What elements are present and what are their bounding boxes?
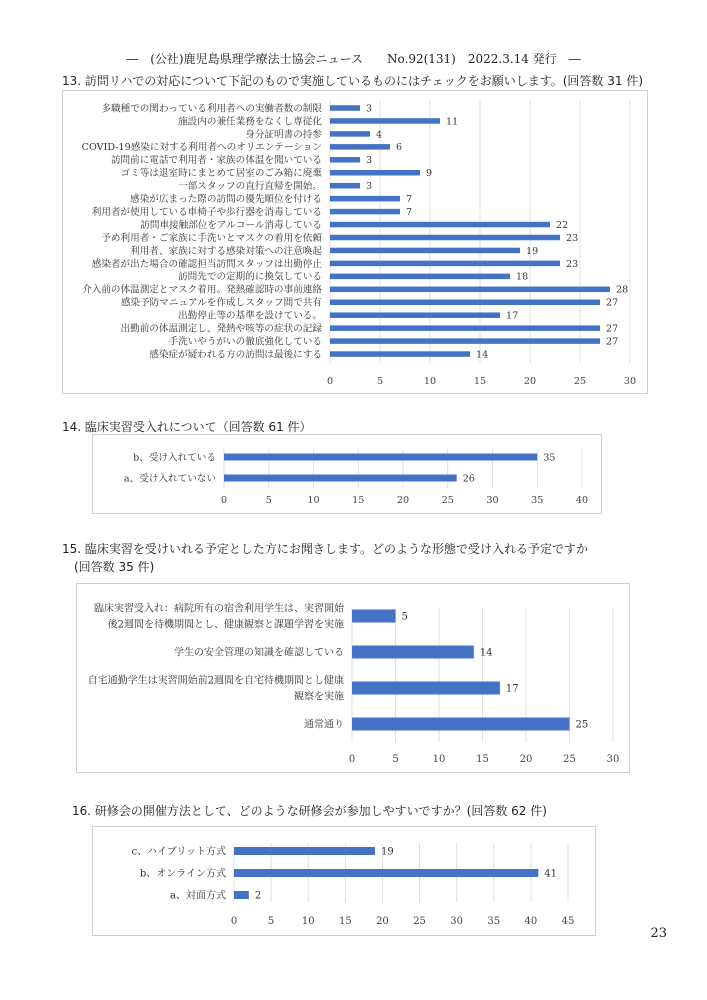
q15-chart — [76, 583, 630, 773]
x-tick-label: 20 — [523, 376, 537, 387]
bar — [330, 131, 370, 137]
q13-chart-svg — [63, 91, 647, 393]
bar — [352, 718, 570, 731]
x-tick-label: 15 — [473, 376, 487, 387]
q14-title: 14. 臨床実習受入れについて（回答数 61 件） — [62, 420, 312, 434]
category-label: c、ハイブリット方式 — [131, 846, 226, 858]
bar — [330, 338, 600, 344]
x-tick-label: 10 — [301, 916, 315, 927]
data-label: 5 — [401, 611, 408, 623]
category-label: a、対面方式 — [170, 890, 226, 902]
x-tick-label: 40 — [575, 495, 589, 506]
bar — [234, 869, 538, 877]
x-tick-label: 30 — [450, 916, 464, 927]
category-label: 臨床実習受入れ：病院所有の宿舎利用学生は、実習開始 — [94, 603, 344, 615]
data-label: 26 — [462, 473, 475, 485]
x-tick-label: 25 — [573, 376, 587, 387]
x-tick-label: 30 — [606, 754, 620, 765]
bar — [330, 144, 390, 150]
bar — [330, 170, 420, 176]
q16-chart — [92, 826, 596, 936]
bar — [330, 287, 610, 293]
data-label: 17 — [506, 310, 519, 322]
category-label: 出勤前の体温測定し、発熱や咳等の症状の記録 — [120, 323, 322, 335]
bar — [330, 183, 360, 189]
category-label: ゴミ等は退室時にまとめて居室のごみ箱に廃棄 — [120, 168, 322, 180]
data-label: 3 — [366, 181, 373, 193]
x-tick-label: 5 — [265, 495, 272, 506]
q13-title: 13. 訪問リハでの対応について下記のもので実施しているものにはチェックをお願いします。(回答数 31 件) — [62, 74, 644, 88]
category-label: 予め利用者・ご家族に手洗いとマスクの着用を依頼 — [101, 232, 322, 244]
category-label: b、受け入れている — [133, 452, 216, 464]
bar — [352, 610, 396, 623]
category-label: 介入前の体温測定とマスク着用。発熱確認時の事前連絡 — [82, 284, 322, 296]
x-tick-label: 10 — [307, 495, 320, 506]
category-label: 出勤停止等の基準を設けている。 — [178, 310, 322, 322]
bar — [330, 274, 510, 280]
q13-chart — [62, 90, 648, 394]
q14-chart — [92, 434, 602, 514]
category-label: COVID-19感染に対する利用者へのオリエンテーション — [81, 142, 322, 154]
x-tick-label: 5 — [267, 916, 275, 927]
data-label: 27 — [606, 323, 619, 335]
x-tick-label: 15 — [352, 495, 365, 506]
x-tick-label: 5 — [392, 754, 399, 765]
data-label: 6 — [396, 142, 403, 154]
data-label: 35 — [543, 452, 556, 464]
data-label: 14 — [479, 647, 493, 659]
category-label: 利用者、家族に対する感染対策への注意喚起 — [130, 245, 322, 257]
data-label: 19 — [526, 245, 539, 257]
category-label: 自宅通勤学生は実習開始前2週間を自宅待機期間とし健康 — [87, 675, 344, 687]
category-label: 後2週間を待機期間とし、健康観察と課題学習を実施 — [107, 619, 344, 631]
x-tick-label: 15 — [476, 754, 489, 765]
page-number: 23 — [650, 926, 667, 941]
bar — [224, 475, 457, 482]
bar — [330, 235, 560, 241]
data-label: 22 — [556, 219, 569, 231]
q16-title: 16. 研修会の開催方法として、どのような研修会が参加しやすいですか？(回答数 62 件) — [72, 804, 547, 818]
category-label: 施設内の兼任業務をなくし専従化 — [178, 116, 322, 128]
x-tick-label: 20 — [396, 495, 410, 506]
category-label: b、オンライン方式 — [139, 868, 226, 880]
bar — [330, 312, 500, 318]
category-label: 手洗いやうがいの徹底強化している — [168, 336, 322, 348]
data-label: 27 — [606, 336, 619, 348]
data-label: 23 — [566, 258, 579, 270]
bar — [234, 891, 249, 899]
q15-title: 15. 臨床実習を受けいれる予定とした方にお聞きします。どのような形態で受け入れる予定ですか — [62, 542, 588, 556]
data-label: 4 — [376, 129, 383, 141]
data-label: 23 — [566, 232, 579, 244]
category-label: 利用者が使用している車椅子や歩行器を消毒している — [91, 206, 322, 218]
x-tick-label: 20 — [376, 916, 389, 927]
x-tick-label: 25 — [413, 916, 426, 927]
category-label: 学生の安全管理の知識を確認している — [174, 647, 344, 659]
bar — [330, 325, 600, 331]
data-label: 27 — [606, 297, 619, 309]
category-label: 多職種での関わっている利用者への実働者数の制限 — [101, 103, 322, 115]
bar — [330, 222, 550, 228]
category-label: 一部スタッフの直行直帰を開始。 — [178, 181, 322, 193]
x-tick-label: 25 — [441, 495, 454, 506]
q15-chart-svg — [77, 584, 629, 772]
data-label: 7 — [406, 206, 413, 218]
bar — [330, 209, 400, 215]
data-label: 9 — [426, 168, 433, 180]
data-label: 3 — [366, 103, 373, 115]
bar — [330, 351, 470, 357]
bar — [330, 261, 560, 267]
bar — [224, 454, 537, 461]
bar — [352, 682, 500, 695]
bar — [330, 196, 400, 202]
page-header: ― (公社)鹿児島県理学療法士協会ニュース No.92(131) 2022.3.14 発行 ― — [126, 52, 581, 66]
data-label: 11 — [446, 116, 459, 128]
data-label: 19 — [381, 846, 394, 858]
data-label: 17 — [505, 683, 519, 695]
bar — [234, 847, 375, 855]
category-label: 訪問車接触部位をアルコール消毒している — [140, 219, 322, 231]
category-label: 感染が広まった際の訪問の優先順位を付ける — [130, 194, 322, 206]
bar — [330, 248, 520, 254]
category-label: 感染予防マニュアルを作成しスタッフ間で共有 — [120, 297, 322, 309]
x-tick-label: 10 — [432, 754, 446, 765]
x-tick-label: 15 — [338, 916, 352, 927]
bar — [330, 118, 440, 124]
data-label: 28 — [616, 284, 629, 296]
category-label: 感染者が出た場合の確認担当訪問スタッフは出勤停止 — [91, 258, 322, 270]
q16-chart-svg — [93, 827, 595, 935]
q14-chart-svg — [93, 435, 601, 513]
data-label: 25 — [575, 719, 589, 731]
x-tick-label: 0 — [230, 916, 238, 927]
x-tick-label: 10 — [423, 376, 437, 387]
category-label: 身分証明書の持参 — [245, 129, 322, 141]
x-tick-label: 0 — [326, 376, 334, 387]
x-tick-label: 20 — [519, 754, 533, 765]
category-label: 訪問先での定期的に換気している — [178, 271, 322, 283]
category-label: 感染症が疑われる方の訪問は最後にする — [149, 349, 322, 361]
q15-subtitle: (回答数 35 件) — [74, 560, 155, 574]
bar — [352, 646, 474, 659]
x-tick-label: 30 — [486, 495, 499, 506]
x-tick-label: 30 — [623, 376, 637, 387]
x-tick-label: 40 — [524, 916, 538, 927]
bar — [330, 300, 600, 306]
x-tick-label: 45 — [561, 916, 575, 927]
data-label: 41 — [544, 868, 558, 880]
x-tick-label: 35 — [531, 495, 544, 506]
x-tick-label: 25 — [563, 754, 576, 765]
data-label: 14 — [476, 349, 489, 361]
data-label: 18 — [516, 271, 529, 283]
category-label: 通常通り — [304, 719, 344, 731]
category-label: a、受け入れていない — [123, 473, 216, 485]
category-label: 訪問前に電話で利用者・家族の体温を聞いている — [110, 155, 322, 167]
x-tick-label: 5 — [376, 376, 384, 387]
data-label: 2 — [254, 890, 262, 902]
data-label: 3 — [366, 155, 373, 167]
data-label: 7 — [406, 194, 413, 206]
bar — [330, 105, 360, 111]
x-tick-label: 35 — [487, 916, 501, 927]
x-tick-label: 0 — [220, 495, 228, 506]
bar — [330, 157, 360, 163]
category-label: 観察を実施 — [294, 691, 344, 703]
x-tick-label: 0 — [348, 754, 356, 765]
